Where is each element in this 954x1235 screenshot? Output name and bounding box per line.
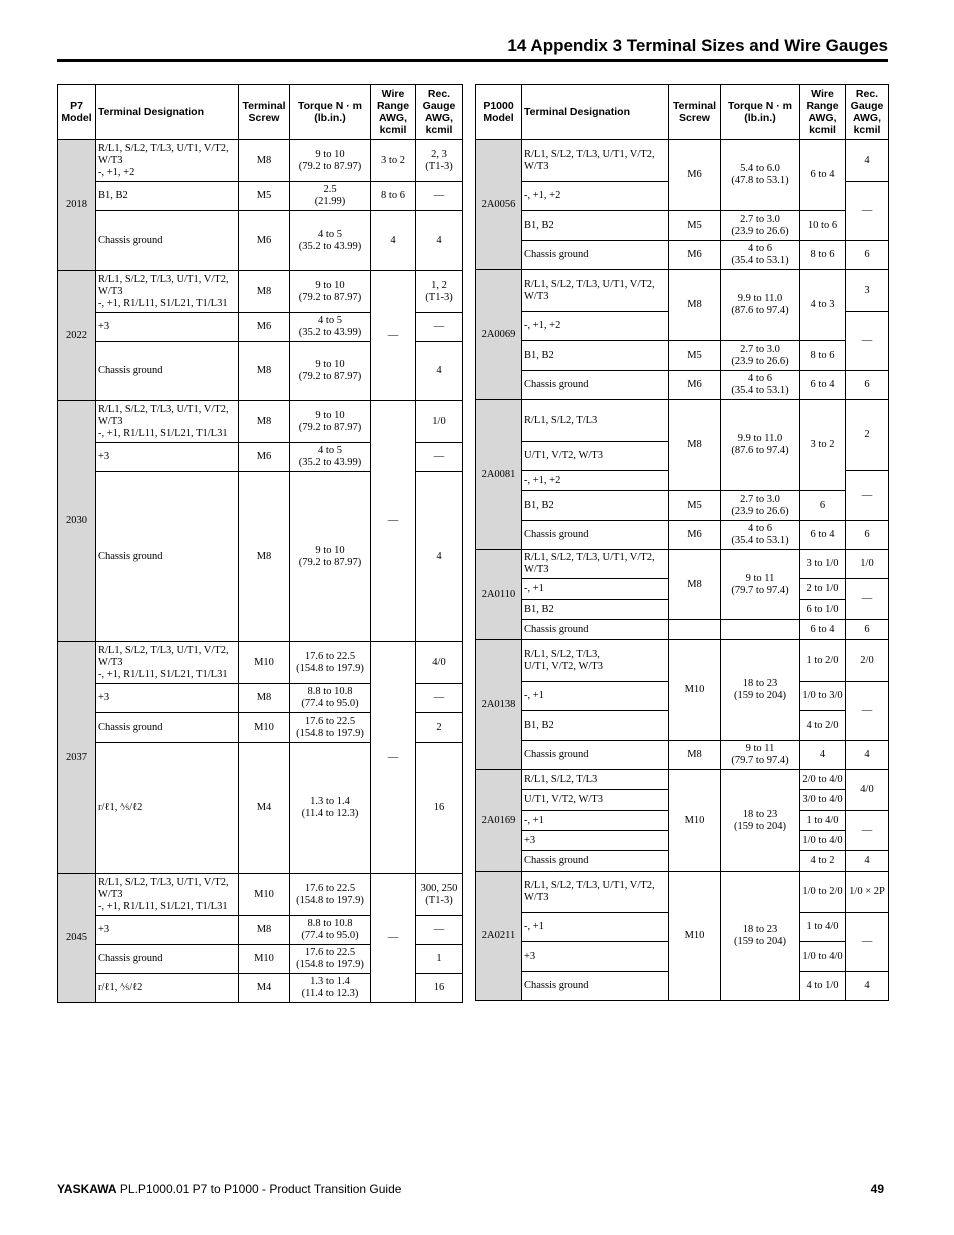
table-cell: 6	[800, 491, 846, 521]
model-cell: 2037	[58, 642, 96, 874]
table-cell: 4	[846, 741, 889, 770]
terminal-designation-cell: Chassis ground	[96, 472, 239, 642]
p1000-terminal-table	[475, 84, 889, 1001]
terminal-designation-cell: Chassis ground	[96, 713, 239, 743]
col-header-terminal-designation: Terminal Designation	[522, 85, 669, 140]
table-cell: —	[846, 579, 889, 620]
table-row	[476, 741, 889, 770]
table-row	[58, 182, 463, 211]
table-cell: 4 to 3	[800, 270, 846, 341]
terminal-designation-cell: Chassis ground	[522, 620, 669, 640]
table-cell: —	[846, 913, 889, 972]
table-cell: 4 to 5 (35.2 to 43.99)	[290, 313, 371, 342]
terminal-designation-cell: r/ℓ1, ⅍/ℓ2	[96, 743, 239, 874]
table-row	[476, 371, 889, 400]
terminal-designation-cell: +3	[96, 443, 239, 472]
table-cell: 1/0	[846, 550, 889, 579]
col-header-model: P1000 Model	[476, 85, 522, 140]
col-header-rec-gauge: Rec. Gauge AWG, kcmil	[846, 85, 889, 140]
model-cell: 2A0110	[476, 550, 522, 640]
table-cell: 6	[846, 241, 889, 270]
table-cell: 3 to 2	[371, 140, 416, 182]
table-row	[476, 241, 889, 270]
terminal-designation-cell: B1, B2	[96, 182, 239, 211]
table-cell: 8 to 6	[800, 341, 846, 371]
table-row	[476, 872, 889, 913]
table-row	[476, 521, 889, 550]
table-cell: 17.6 to 22.5 (154.8 to 197.9)	[290, 642, 371, 684]
table-cell: 4/0	[846, 770, 889, 811]
table-cell: 4 to 5 (35.2 to 43.99)	[290, 443, 371, 472]
table-cell: 2 to 1/0	[800, 579, 846, 600]
table-cell: 9 to 10 (79.2 to 87.97)	[290, 472, 371, 642]
table-row	[476, 640, 889, 682]
table-row	[58, 211, 463, 271]
table-cell: 1/0 to 4/0	[800, 942, 846, 972]
table-cell: M6	[669, 140, 721, 211]
terminal-designation-cell: R/L1, S/L2, T/L3, U/T1, V/T2, W/T3 -, +1, +2	[96, 140, 239, 182]
table-cell: 4	[800, 741, 846, 770]
terminal-designation-cell: +3	[96, 313, 239, 342]
table-row	[476, 341, 889, 371]
terminal-designation-cell: -, +1, +2	[522, 471, 669, 491]
model-cell: 2045	[58, 874, 96, 1003]
table-cell: M8	[239, 916, 290, 945]
col-header-terminal-designation: Terminal Designation	[96, 85, 239, 140]
table-cell: M6	[669, 371, 721, 400]
table-cell: 9 to 11 (79.7 to 97.4)	[721, 741, 800, 770]
table-cell: M5	[669, 341, 721, 371]
table-cell: 1/0 × 2P	[846, 872, 889, 913]
page-number: 49	[870, 1182, 884, 1196]
terminal-designation-cell: Chassis ground	[96, 211, 239, 271]
col-header-rec-gauge: Rec. Gauge AWG, kcmil	[416, 85, 463, 140]
table-row	[476, 550, 889, 579]
table-cell: M8	[239, 401, 290, 443]
model-cell: 2A0056	[476, 140, 522, 270]
terminal-designation-cell: -, +1	[522, 811, 669, 831]
table-cell: —	[846, 811, 889, 851]
table-cell: 1, 2 (T1-3)	[416, 271, 463, 313]
table-cell: 16	[416, 743, 463, 874]
table-cell: 4	[846, 851, 889, 872]
table-cell: 4	[416, 211, 463, 271]
table-cell: M6	[239, 313, 290, 342]
terminal-designation-cell: -, +1	[522, 579, 669, 600]
table-row	[476, 491, 889, 521]
table-cell: M8	[239, 684, 290, 713]
table-row	[476, 270, 889, 312]
footer	[57, 1182, 401, 1196]
table-row	[476, 400, 889, 442]
table-row	[58, 140, 463, 182]
table-cell: 8 to 6	[371, 182, 416, 211]
table-cell: —	[416, 684, 463, 713]
table-cell: 1/0	[416, 401, 463, 443]
table-cell: 17.6 to 22.5 (154.8 to 197.9)	[290, 713, 371, 743]
terminal-designation-cell: +3	[522, 942, 669, 972]
table-cell: 4 to 6 (35.4 to 53.1)	[721, 241, 800, 270]
table-cell	[669, 620, 721, 640]
table-cell: M8	[669, 550, 721, 620]
table-cell: 1/0 to 3/0	[800, 682, 846, 711]
table-cell: —	[416, 313, 463, 342]
model-cell: 2A0169	[476, 770, 522, 872]
col-header-torque: Torque N · m (lb.in.)	[721, 85, 800, 140]
table-cell: 9 to 10 (79.2 to 87.97)	[290, 140, 371, 182]
table-cell: 18 to 23 (159 to 204)	[721, 872, 800, 1001]
table-cell: 4	[416, 472, 463, 642]
table-cell: 4 to 5 (35.2 to 43.99)	[290, 211, 371, 271]
table-cell: M8	[669, 741, 721, 770]
table-cell: M8	[239, 271, 290, 313]
table-cell: 3/0 to 4/0	[800, 790, 846, 811]
table-cell: 6 to 4	[800, 140, 846, 211]
terminal-designation-cell: -, +1	[522, 682, 669, 711]
model-cell: 2022	[58, 271, 96, 401]
p7-terminal-table	[57, 84, 463, 1003]
table-cell: 4 to 2	[800, 851, 846, 872]
table-cell: M8	[239, 472, 290, 642]
terminal-designation-cell: +3	[96, 916, 239, 945]
table-row	[476, 620, 889, 640]
table-cell: 1 to 4/0	[800, 913, 846, 942]
terminal-designation-cell: Chassis ground	[522, 851, 669, 872]
col-header-terminal-screw: Terminal Screw	[239, 85, 290, 140]
terminal-designation-cell: R/L1, S/L2, T/L3, U/T1, V/T2, W/T3	[522, 550, 669, 579]
table-cell: 4 to 6 (35.4 to 53.1)	[721, 371, 800, 400]
col-header-terminal-screw: Terminal Screw	[669, 85, 721, 140]
terminal-designation-cell: -, +1, +2	[522, 182, 669, 211]
table-cell: 1	[416, 945, 463, 974]
terminal-designation-cell: R/L1, S/L2, T/L3, U/T1, V/T2, W/T3 -, +1, R1/L11, S1/L21, T1/L31	[96, 271, 239, 313]
table-cell: M10	[669, 640, 721, 741]
table-cell: M4	[239, 974, 290, 1003]
terminal-designation-cell: R/L1, S/L2, T/L3	[522, 770, 669, 790]
table-cell: 17.6 to 22.5 (154.8 to 197.9)	[290, 945, 371, 974]
table-cell: 9.9 to 11.0 (87.6 to 97.4)	[721, 270, 800, 341]
table-cell: 4	[416, 342, 463, 401]
table-cell: 9 to 10 (79.2 to 87.97)	[290, 271, 371, 313]
terminal-designation-cell: R/L1, S/L2, T/L3, U/T1, V/T2, W/T3	[522, 140, 669, 182]
terminal-designation-cell: -, +1, +2	[522, 312, 669, 341]
table-row	[58, 874, 463, 916]
table-cell: 6	[846, 620, 889, 640]
terminal-designation-cell: R/L1, S/L2, T/L3, U/T1, V/T2, W/T3 -, +1, R1/L11, S1/L21, T1/L31	[96, 642, 239, 684]
table-cell: M5	[669, 491, 721, 521]
table-cell: —	[416, 443, 463, 472]
table-cell: 2.7 to 3.0 (23.9 to 26.6)	[721, 341, 800, 371]
col-header-torque: Torque N · m (lb.in.)	[290, 85, 371, 140]
terminal-designation-cell: -, +1	[522, 913, 669, 942]
table-cell: M6	[239, 443, 290, 472]
terminal-designation-cell: +3	[522, 831, 669, 851]
table-row	[58, 642, 463, 684]
table-cell: 9 to 10 (79.2 to 87.97)	[290, 401, 371, 443]
terminal-designation-cell: U/T1, V/T2, W/T3	[522, 442, 669, 471]
table-cell: M10	[669, 872, 721, 1001]
terminal-designation-cell: R/L1, S/L2, T/L3, U/T1, V/T2, W/T3	[522, 270, 669, 312]
table-cell: 5.4 to 6.0 (47.8 to 53.1)	[721, 140, 800, 211]
table-cell: —	[846, 312, 889, 371]
terminal-designation-cell: r/ℓ1, ⅍/ℓ2	[96, 974, 239, 1003]
table-cell: 4	[371, 211, 416, 271]
table-cell: 6 to 1/0	[800, 600, 846, 620]
terminal-designation-cell: B1, B2	[522, 711, 669, 741]
table-cell: M5	[669, 211, 721, 241]
model-cell: 2018	[58, 140, 96, 271]
terminal-designation-cell: Chassis ground	[522, 741, 669, 770]
table-cell: 16	[416, 974, 463, 1003]
table-cell: —	[416, 916, 463, 945]
col-header-wire-range: Wire Range AWG, kcmil	[371, 85, 416, 140]
table-cell: 300, 250 (T1-3)	[416, 874, 463, 916]
footer-brand: YASKAWA	[57, 1182, 117, 1196]
table-row	[476, 211, 889, 241]
table-cell: 8 to 6	[800, 241, 846, 270]
model-cell: 2A0138	[476, 640, 522, 770]
table-cell: 1.3 to 1.4 (11.4 to 12.3)	[290, 743, 371, 874]
table-cell: M6	[669, 521, 721, 550]
table-cell: 6 to 4	[800, 620, 846, 640]
table-cell: M8	[669, 400, 721, 491]
table-cell: 3 to 1/0	[800, 550, 846, 579]
table-row	[476, 140, 889, 182]
table-cell: 1.3 to 1.4 (11.4 to 12.3)	[290, 974, 371, 1003]
table-cell: —	[846, 471, 889, 521]
table-cell: M4	[239, 743, 290, 874]
table-cell: 17.6 to 22.5 (154.8 to 197.9)	[290, 874, 371, 916]
terminal-designation-cell: B1, B2	[522, 341, 669, 371]
table-cell: —	[371, 642, 416, 874]
table-cell: 6	[846, 371, 889, 400]
table-cell: 1/0 to 2/0	[800, 872, 846, 913]
table-cell: 3	[846, 270, 889, 312]
table-cell: 18 to 23 (159 to 204)	[721, 770, 800, 872]
table-cell: —	[416, 182, 463, 211]
table-cell: M10	[669, 770, 721, 872]
table-row	[476, 770, 889, 790]
table-cell: —	[846, 182, 889, 241]
model-cell: 2A0069	[476, 270, 522, 400]
table-row	[58, 271, 463, 313]
table-cell: 4	[846, 140, 889, 182]
table-cell: M8	[239, 342, 290, 401]
table-cell: 2.5 (21.99)	[290, 182, 371, 211]
terminal-designation-cell: B1, B2	[522, 491, 669, 521]
table-cell: 1 to 4/0	[800, 811, 846, 831]
table-cell: 10 to 6	[800, 211, 846, 241]
table-cell: M5	[239, 182, 290, 211]
table-cell: 9 to 11 (79.7 to 97.4)	[721, 550, 800, 620]
col-header-wire-range: Wire Range AWG, kcmil	[800, 85, 846, 140]
terminal-designation-cell: Chassis ground	[522, 241, 669, 270]
table-cell: 2	[846, 400, 889, 471]
table-cell: —	[371, 401, 416, 642]
table-cell: —	[371, 874, 416, 1003]
table-cell: 2	[416, 713, 463, 743]
table-cell: 2/0	[846, 640, 889, 682]
footer-doc-title: PL.P1000.01 P7 to P1000 - Product Transition Guide	[119, 1182, 402, 1196]
table-cell	[721, 620, 800, 640]
model-cell: 2030	[58, 401, 96, 642]
table-cell: 8.8 to 10.8 (77.4 to 95.0)	[290, 916, 371, 945]
terminal-designation-cell: Chassis ground	[522, 521, 669, 550]
terminal-designation-cell: B1, B2	[522, 211, 669, 241]
table-cell: 2, 3 (T1-3)	[416, 140, 463, 182]
terminal-designation-cell: R/L1, S/L2, T/L3, U/T1, V/T2, W/T3 -, +1, R1/L11, S1/L21, T1/L31	[96, 874, 239, 916]
model-cell: 2A0081	[476, 400, 522, 550]
table-cell: 1 to 2/0	[800, 640, 846, 682]
table-cell: M8	[239, 140, 290, 182]
table-cell: 4/0	[416, 642, 463, 684]
terminal-designation-cell: +3	[96, 684, 239, 713]
terminal-designation-cell: Chassis ground	[96, 945, 239, 974]
terminal-designation-cell: R/L1, S/L2, T/L3, U/T1, V/T2, W/T3	[522, 872, 669, 913]
table-cell: 2.7 to 3.0 (23.9 to 26.6)	[721, 211, 800, 241]
table-cell: —	[846, 682, 889, 741]
page-title: 14 Appendix 3 Terminal Sizes and Wire Gauges	[507, 36, 888, 55]
title-rule	[57, 59, 888, 62]
table-cell: 2/0 to 4/0	[800, 770, 846, 790]
table-cell: 18 to 23 (159 to 204)	[721, 640, 800, 741]
table-cell: 2.7 to 3.0 (23.9 to 26.6)	[721, 491, 800, 521]
terminal-designation-cell: R/L1, S/L2, T/L3, U/T1, V/T2, W/T3	[522, 640, 669, 682]
table-cell: 6 to 4	[800, 521, 846, 550]
table-cell: M10	[239, 874, 290, 916]
table-cell: —	[371, 271, 416, 401]
terminal-designation-cell: Chassis ground	[522, 972, 669, 1001]
table-cell: 6 to 4	[800, 371, 846, 400]
table-cell: 3 to 2	[800, 400, 846, 491]
terminal-designation-cell: U/T1, V/T2, W/T3	[522, 790, 669, 811]
terminal-designation-cell: R/L1, S/L2, T/L3	[522, 400, 669, 442]
table-cell: 1/0 to 4/0	[800, 831, 846, 851]
table-cell: M6	[239, 211, 290, 271]
terminal-designation-cell: B1, B2	[522, 600, 669, 620]
table-cell: 4	[846, 972, 889, 1001]
terminal-designation-cell: R/L1, S/L2, T/L3, U/T1, V/T2, W/T3 -, +1, R1/L11, S1/L21, T1/L31	[96, 401, 239, 443]
table-row	[58, 401, 463, 443]
table-cell: M10	[239, 945, 290, 974]
terminal-designation-cell: Chassis ground	[96, 342, 239, 401]
table-cell: 4 to 2/0	[800, 711, 846, 741]
table-cell: M10	[239, 642, 290, 684]
model-cell: 2A0211	[476, 872, 522, 1001]
table-cell: M10	[239, 713, 290, 743]
terminal-designation-cell: Chassis ground	[522, 371, 669, 400]
col-header-model: P7 Model	[58, 85, 96, 140]
table-cell: 9.9 to 11.0 (87.6 to 97.4)	[721, 400, 800, 491]
table-cell: 8.8 to 10.8 (77.4 to 95.0)	[290, 684, 371, 713]
table-cell: 9 to 10 (79.2 to 87.97)	[290, 342, 371, 401]
table-cell: 6	[846, 521, 889, 550]
table-cell: M6	[669, 241, 721, 270]
table-cell: 4 to 1/0	[800, 972, 846, 1001]
table-cell: M8	[669, 270, 721, 341]
table-cell: 4 to 6 (35.4 to 53.1)	[721, 521, 800, 550]
